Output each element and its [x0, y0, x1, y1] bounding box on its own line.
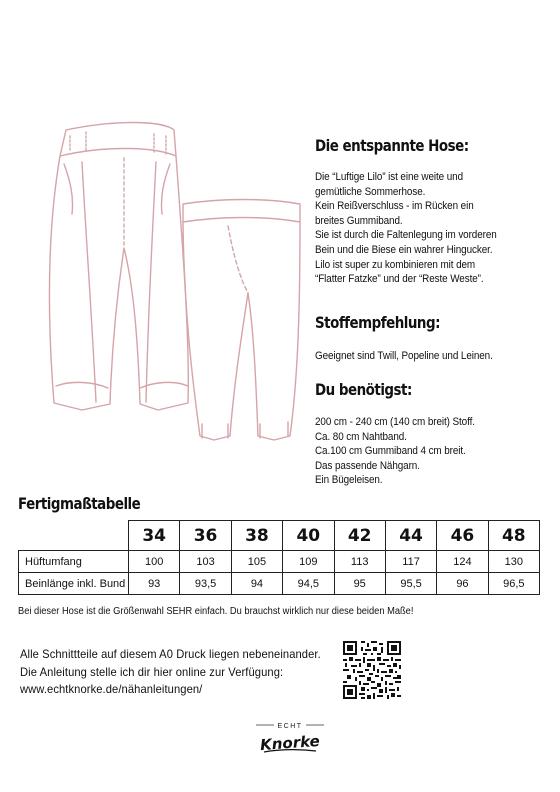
pants-back-view: [183, 200, 300, 441]
description-line: “Flatter Fatzke” und der “Reste Weste”.: [315, 273, 484, 286]
table-corner: [19, 521, 129, 551]
qr-code-icon[interactable]: [343, 641, 401, 699]
info-text: [20, 646, 321, 699]
requirement-item: Das passende Nähgarn.: [315, 459, 420, 472]
fabric-heading: Stoffempfehlung:: [315, 313, 440, 332]
requirement-item: Ein Bügeleisen.: [315, 474, 383, 487]
table-cell: 117: [385, 551, 436, 573]
size-header-row: [19, 521, 540, 551]
size-header: 34: [129, 521, 180, 551]
fabric-text: Geeignet sind Twill, Popeline und Leinen.: [315, 350, 493, 362]
row-label: Beinlänge inkl. Bund: [19, 573, 129, 595]
size-header: 40: [283, 521, 334, 551]
size-header: 48: [488, 521, 539, 551]
size-header: 42: [334, 521, 385, 551]
table-cell: 103: [180, 551, 231, 573]
logo-brand-text: Knorke: [259, 731, 321, 755]
requirement-item: Ca. 80 cm Nahtband.: [315, 430, 407, 443]
table-cell: 95,5: [385, 573, 436, 595]
size-header: 46: [437, 521, 488, 551]
table-cell: 94,5: [283, 573, 334, 595]
description-line: gemütliche Sommerhose.: [315, 185, 426, 198]
requirements-heading: Du benötigst:: [315, 380, 412, 399]
table-cell: 105: [231, 551, 282, 573]
size-header: 36: [180, 521, 231, 551]
description-line: breites Gummiband.: [315, 214, 403, 227]
row-label: Hüftumfang: [19, 551, 129, 573]
table-cell: 95: [334, 573, 385, 595]
main-heading: Die entspannte Hose:: [315, 136, 469, 155]
requirement-item: Ca.100 cm Gummiband 4 cm breit.: [315, 445, 466, 458]
description-line: Sie ist durch die Faltenlegung im vorderen: [315, 229, 497, 242]
size-table-title: Fertigmaßtabelle: [18, 494, 141, 513]
description-line: Kein Reißverschluss - im Rücken ein: [315, 200, 474, 213]
requirement-item: 200 cm - 240 cm (140 cm breit) Stoff.: [315, 416, 475, 428]
info-line: Die Anleitung stelle ich dir hier online zur Verfügung:: [20, 664, 284, 679]
description-line: Lilo ist super zu kombinieren mit dem: [315, 258, 476, 271]
table-row: [19, 551, 540, 573]
logo-small-text: ECHT: [277, 723, 303, 730]
size-header: 44: [385, 521, 436, 551]
table-cell: 93: [129, 573, 180, 595]
table-cell: 124: [437, 551, 488, 573]
pants-illustration: [42, 118, 304, 490]
table-cell: 96: [437, 573, 488, 595]
info-link[interactable]: www.echtknorke.de/nähanleitungen/: [20, 682, 203, 696]
table-cell: 96,5: [488, 573, 539, 595]
echt-knorke-logo: [250, 718, 330, 758]
description-text: [315, 170, 497, 287]
table-cell: 109: [283, 551, 334, 573]
description-line: Bein und die Biese ein wahrer Hingucker.: [315, 243, 493, 256]
requirements-list: [315, 415, 475, 488]
pants-front-view: [49, 123, 188, 411]
info-line: Alle Schnittteile auf diesem A0 Druck liegen nebeneinander.: [20, 647, 321, 661]
table-cell: 130: [488, 551, 539, 573]
table-row: [19, 573, 540, 595]
description-line: Die “Luftige Lilo” ist eine weite und: [315, 171, 464, 183]
size-header: 38: [231, 521, 282, 551]
table-cell: 100: [129, 551, 180, 573]
table-cell: 93,5: [180, 573, 231, 595]
size-note: Bei dieser Hose ist die Größenwahl SEHR einfach. Du brauchst wirklich nur diese beiden Maße!: [18, 606, 414, 617]
table-cell: 94: [231, 573, 282, 595]
size-table: [18, 520, 540, 595]
table-cell: 113: [334, 551, 385, 573]
